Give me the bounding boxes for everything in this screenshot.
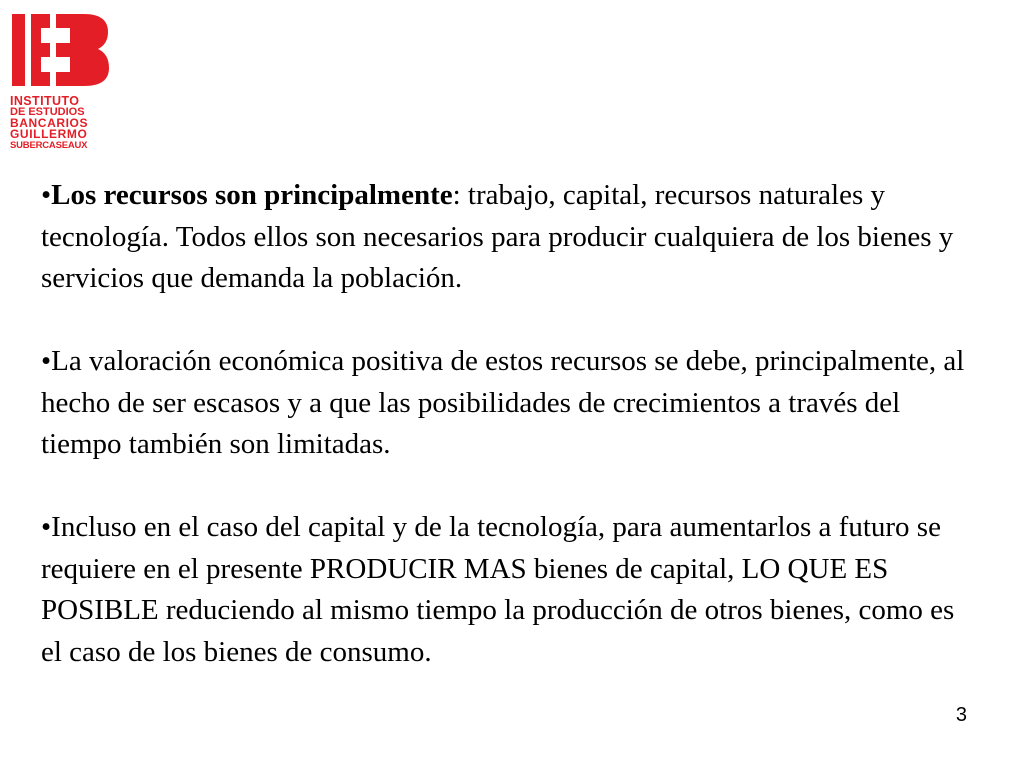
logo-wordmark: [10, 96, 110, 151]
bullet-marker: •: [41, 345, 52, 377]
logo-line: DE ESTUDIOS: [10, 106, 85, 118]
bullet-paragraph-1: [41, 175, 981, 300]
logo-line: BANCARIOS: [10, 116, 89, 130]
bold-lead-text: Los recursos son principalmente: [51, 179, 453, 211]
bullet-paragraph-3: [41, 507, 981, 673]
institute-logo: [10, 10, 110, 160]
bullet-paragraph-2: [41, 341, 981, 466]
paragraph-text: La valoración económica positiva de estos recursos se debe, principalmente, al hecho de ser escasos y a que las posibilidades de crecimientos a través del tiempo también son limitadas.: [41, 345, 965, 460]
logo-line: SUBERCASEAUX: [10, 140, 88, 151]
logo-line: INSTITUTO: [10, 94, 80, 108]
bullet-marker: •: [41, 511, 52, 543]
logo-line: GUILLERMO: [10, 127, 88, 141]
paragraph-text: Incluso en el caso del capital y de la tecnología, para aumentarlos a futuro se requiere en el presente PRODUCIR MAS bienes de capital, LO QUE ES POSIBLE reduciendo al mismo tiempo la producción de otros bienes, como es el caso de los bienes de consumo.: [41, 511, 955, 668]
ieb-logo-mark-icon: [10, 10, 110, 90]
page-number: 3: [955, 704, 967, 726]
slide-body: [41, 175, 981, 673]
bullet-marker: •: [41, 179, 52, 211]
paragraph-text: : trabajo, capital, recursos naturales y tecnología. Todos ellos son necesarios para producir cualquiera de los bienes y servicios que demanda la población.: [41, 179, 954, 294]
